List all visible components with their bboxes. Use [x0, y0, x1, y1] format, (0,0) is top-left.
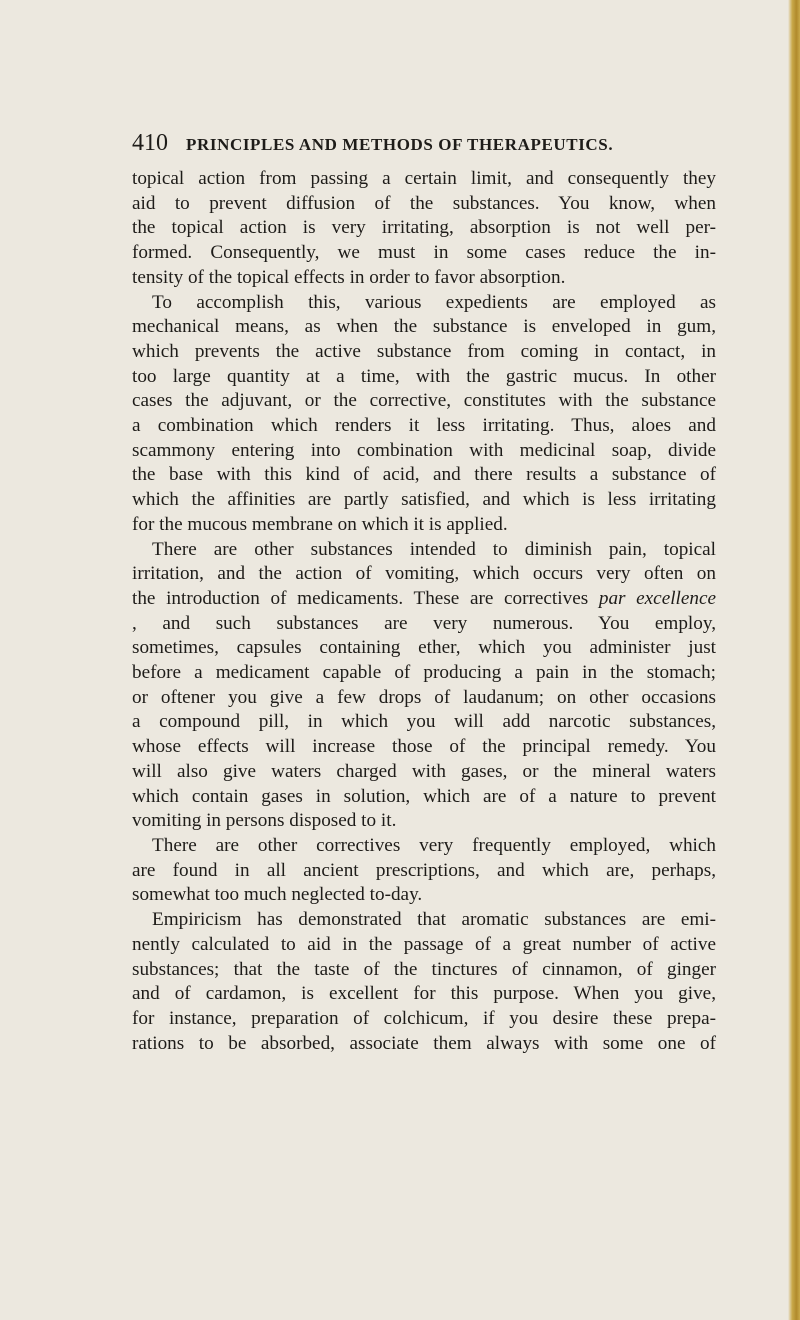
text-line: sometimes, capsules containing ether, which you administer just [132, 637, 716, 659]
text-line: cases the adjuvant, or the corrective, constitutes with the substance [132, 390, 716, 412]
running-head: PRINCIPLES AND METHODS OF THERAPEUTICS. [186, 135, 614, 154]
text-line: irritation, and the action of vomiting, which occurs very often on [132, 563, 716, 585]
text-line: somewhat too much neglected to-day. [132, 884, 423, 906]
text-line: which contain gases in solution, which are of a nature to prevent [132, 785, 716, 807]
running-header [132, 130, 692, 157]
text-line: scammony entering into combination with medicinal soap, divide [132, 439, 716, 461]
text-line: There are other substances intended to diminish pain, topical [152, 538, 716, 560]
text-line: Empiricism has demonstrated that aromatic substances are emi- [152, 909, 716, 931]
text-line: tensity of the topical effects in order to favor absorption. [132, 266, 566, 288]
text-line: for the mucous membrane on which it is applied. [132, 513, 508, 535]
text-line: whose effects will increase those of the principal remedy. You [132, 736, 716, 758]
text-line: before a medicament capable of producing a pain in the stomach; [132, 662, 716, 684]
text-line: aid to prevent diffusion of the substances. You know, when [132, 192, 716, 214]
text-line: To accomplish this, various expedients are employed as [152, 291, 716, 313]
text-line: mechanical means, as when the substance is enveloped in gum, [132, 316, 716, 338]
text-line: and of cardamon, is excellent for this purpose. When you give, [132, 983, 716, 1005]
text-line: which prevents the active substance from coming in contact, in [132, 340, 716, 362]
text-line: formed. Consequently, we must in some cases reduce the in- [132, 242, 716, 264]
text-line: rations to be absorbed, associate them always with some one of [132, 1032, 716, 1054]
text-line: too large quantity at a time, with the gastric mucus. In other [132, 365, 716, 387]
text-line: There are other correctives very frequently employed, which [152, 834, 716, 856]
text-segment: the introduction of medicaments. These are correctives [132, 587, 589, 609]
body-text [132, 167, 716, 1056]
text-line: or oftener you give a few drops of laudanum; on other occasions [132, 686, 716, 708]
text-line: a combination which renders it less irritating. Thus, aloes and [132, 415, 716, 437]
text-line: nently calculated to aid in the passage of a great number of active [132, 933, 716, 955]
text-line: will also give waters charged with gases, or the mineral waters [132, 760, 716, 782]
text-line: the topical action is very irritating, absorption is not well per- [132, 217, 716, 239]
text-line: are found in all ancient prescriptions, and which are, perhaps, [132, 859, 716, 881]
text-line: substances; that the taste of the tinctures of cinnamon, of ginger [132, 958, 716, 980]
italic-phrase: par excellence [598, 587, 717, 609]
text-line: the base with this kind of acid, and there results a substance of [132, 464, 716, 486]
text-line: which the affinities are partly satisfied, and which is less irritating [132, 489, 716, 511]
text-line: , and such substances are very numerous. You employ, [132, 612, 716, 634]
text-line: for instance, preparation of colchicum, if you desire these prepa- [132, 1007, 716, 1029]
page-edge [788, 0, 800, 1320]
text-line: topical action from passing a certain limit, and consequently they [132, 168, 716, 189]
text-line: vomiting in persons disposed to it. [132, 810, 397, 832]
text-line: a compound pill, in which you will add narcotic substances, [132, 711, 716, 733]
page-number: 410 [132, 130, 168, 156]
text-line [132, 587, 716, 612]
